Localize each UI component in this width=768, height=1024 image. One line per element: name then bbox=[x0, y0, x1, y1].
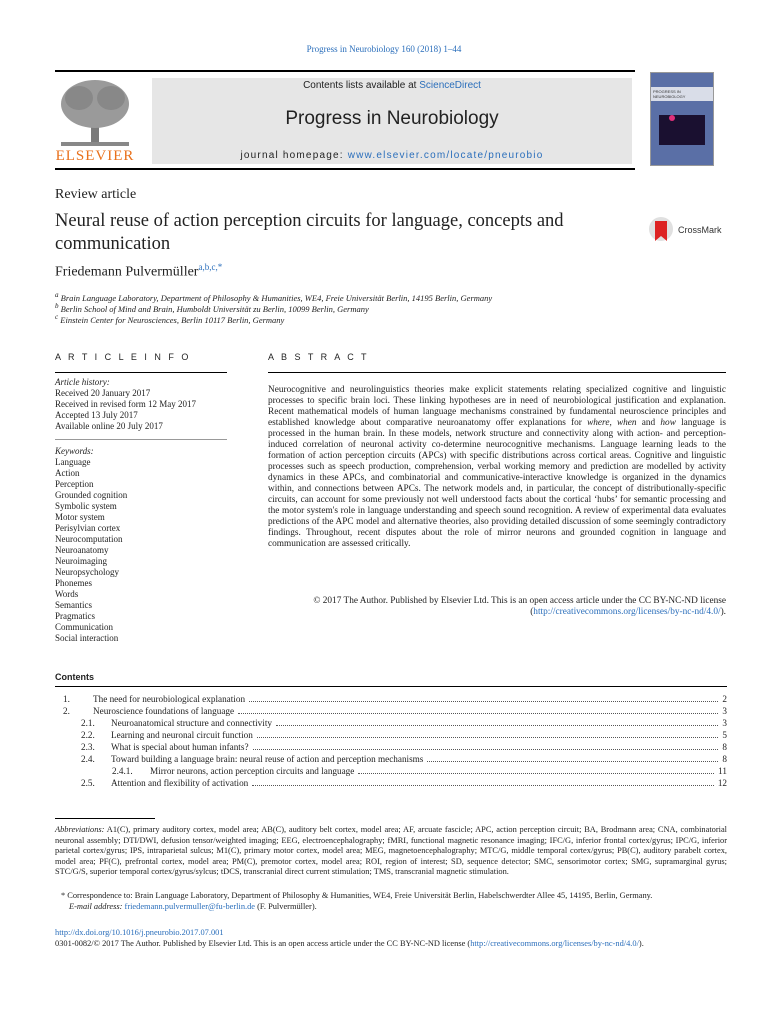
history-item: Accepted 13 July 2017 bbox=[55, 410, 138, 420]
abstract-part: language is processed in the human brain. In these models, network structure and connectivity along with action- and perception-induced correlation of neuronal activity co-determine neurocognitive mechanisms. Language learning leads to the formation of action perception circuits (APCs) with specific distributions across cortical areas. Cognitive and linguistic processes such as speech production, comprehension, verbal working memory and prediction are modelled by activity dynamics in these APCs, and combinatorial and communicative-interactive knowledge is organized in the dynamics within, and connections between APCs. The network models and, in particular, the concept of distributionally-specific circuits, can account for some previously not well understood facts about the cortical ‘hubs’ for semantic processing and the motor system's role in language understanding and speech sound recognition. A review of experimental data evaluates predictions of the APC model and alternative theories, also providing detailed discussion of some seemingly contradictory findings. Throughout, recent disputes about the role of mirror neurons and grounded cognition in language and communication are assessed critically. bbox=[268, 418, 727, 549]
article-info-rule bbox=[55, 372, 227, 373]
abbreviations-footnote bbox=[55, 825, 727, 878]
cover-artwork bbox=[659, 115, 705, 145]
article-history bbox=[55, 377, 230, 432]
keyword-item: Semantics bbox=[55, 600, 92, 610]
abstract-rule bbox=[268, 372, 726, 373]
header-bottom-rule bbox=[55, 168, 635, 170]
history-list bbox=[55, 388, 230, 432]
toc-number: 2.5. bbox=[81, 778, 95, 788]
toc-leader-dots bbox=[253, 742, 719, 750]
toc-row[interactable] bbox=[55, 730, 727, 742]
toc-label: What is special about human infants? bbox=[111, 742, 249, 752]
history-label: Article history: bbox=[55, 377, 110, 387]
contents-heading: Contents bbox=[55, 672, 94, 682]
abbrev-label: Abbreviations: bbox=[55, 825, 105, 834]
toc-page-number: 11 bbox=[718, 766, 727, 776]
toc-number: 2.4. bbox=[81, 754, 95, 764]
toc-page-number: 3 bbox=[722, 706, 727, 716]
keyword-list bbox=[55, 457, 230, 644]
toc-row[interactable] bbox=[55, 754, 727, 766]
toc-leader-dots bbox=[249, 694, 718, 702]
author-affil-marks[interactable]: a,b,c,* bbox=[198, 262, 223, 272]
abstract-copyright bbox=[268, 596, 726, 618]
toc-number: 2.4.1. bbox=[112, 766, 133, 776]
journal-cover-image[interactable] bbox=[650, 72, 714, 166]
cover-title: PROGRESS IN NEUROBIOLOGY bbox=[651, 87, 713, 101]
toc-page-number: 8 bbox=[722, 742, 727, 752]
doi-link[interactable]: http://dx.doi.org/10.1016/j.pneurobio.2017.07.001 bbox=[55, 928, 224, 937]
issn-end: ). bbox=[638, 939, 644, 948]
keyword-item: Neurocomputation bbox=[55, 534, 123, 544]
history-item: Received in revised form 12 May 2017 bbox=[55, 399, 196, 409]
toc-leader-dots bbox=[358, 766, 714, 774]
homepage-prefix: journal homepage: bbox=[240, 150, 348, 161]
abstract-part: Neurocognitive and neurolinguistics theories make explicit statements relating specialized cognitive and linguistic processes to specific brain loci. These linking hypotheses are in need of neurobiological justification and explanation. Recent mathematical models of human language mechanisms constrained by fundamental neuroscience principles and established knowledge about comparative neuroanatomy offer explanations for bbox=[268, 385, 726, 428]
affil-sup: b bbox=[55, 302, 59, 310]
abstract-emphasis: where, when bbox=[587, 418, 637, 428]
toc-leader-dots bbox=[276, 718, 718, 726]
author-text: Friedemann Pulvermüller bbox=[55, 264, 199, 280]
author-name[interactable] bbox=[55, 262, 222, 281]
article-info-heading: A R T I C L E I N F O bbox=[55, 352, 191, 362]
toc-page-number: 5 bbox=[722, 730, 727, 740]
header-top-rule bbox=[55, 70, 635, 72]
affil-text: Einstein Center for Neurosciences, Berlin 10117 Berlin, Germany bbox=[60, 314, 285, 325]
email-line bbox=[55, 902, 727, 913]
crossmark-icon bbox=[648, 213, 674, 245]
toc-row[interactable] bbox=[55, 778, 727, 790]
history-item: Available online 20 July 2017 bbox=[55, 421, 163, 431]
abbrev-text: A1(C), primary auditory cortex, model area; AB(C), auditory belt cortex, model area; AF, arcuate fascicle; APC, action perception circuit; BA, Brodmann area; CNA, combinatorial neuronal assembly; DTI/DWI, defusion tensor/weighted imaging; EEG, electroencephalography; fMRI, functional magnetic resonance imaging; IFC/G, inferior frontal cortex/gyrus; IPC/G, inferior parietal cortex/gyrus; IPS, intraparietal sulcus; M1(C), primary motor cortex, model area; MEG, magnetoencephalography; MTC/G, middle temporal cortex/gyrus; PB(C), auditory parabelt cortex, model area; PF(C), prefrontal cortex, model area; PM(C), premotor cortex, model area; ROI, region of interest; SD, sequence detector; SMC, sensorimotor cortex; SMG, supramarginal gyrus; STC/G/S, superior temporal cortex/gyrus/sylcus; tDCS, transcranial direct current stimulation; TMS, transcranial magnetic stimulation. bbox=[55, 825, 727, 876]
toc-number: 2.1. bbox=[81, 718, 95, 728]
toc-page-number: 12 bbox=[717, 778, 727, 788]
article-title: Neural reuse of action perception circuits for language, concepts and communication bbox=[55, 211, 564, 254]
toc-row[interactable] bbox=[55, 766, 727, 778]
affil-sup: a bbox=[55, 291, 59, 299]
keyword-item: Phonemes bbox=[55, 578, 92, 588]
affil-text: Berlin School of Mind and Brain, Humboldt Universität zu Berlin, 10099 Berlin, Germany bbox=[60, 303, 369, 314]
copyright-end: ). bbox=[720, 607, 726, 617]
cover-dot bbox=[669, 115, 675, 121]
copyright-text: © 2017 The Author. Published by Elsevier Ltd. This is an open access article under the CC BY-NC-ND license ( bbox=[313, 596, 726, 617]
keyword-item: Communication bbox=[55, 622, 113, 632]
journal-citation[interactable]: Progress in Neurobiology 160 (2018) 1–44 bbox=[306, 44, 462, 54]
sciencedirect-link[interactable]: ScienceDirect bbox=[419, 80, 481, 91]
journal-homepage-line bbox=[152, 150, 632, 161]
toc-label: Attention and flexibility of activation bbox=[111, 778, 249, 788]
license-link[interactable]: http://creativecommons.org/licenses/by-nc-nd/4.0/ bbox=[533, 607, 721, 617]
keyword-item: Action bbox=[55, 468, 80, 478]
toc-label: The need for neurobiological explanation bbox=[93, 694, 246, 704]
elsevier-wordmark: ELSEVIER bbox=[55, 148, 135, 164]
toc-label: Neuroanatomical structure and connectivity bbox=[111, 718, 272, 728]
keyword-item: Neuroimaging bbox=[55, 556, 107, 566]
keyword-item: Symbolic system bbox=[55, 501, 117, 511]
toc-number: 1. bbox=[63, 694, 70, 704]
keyword-item: Motor system bbox=[55, 512, 105, 522]
contents-available-line bbox=[152, 80, 632, 91]
email-label: E-mail address: bbox=[69, 901, 125, 911]
affil-sup: c bbox=[55, 313, 59, 321]
toc-number: 2.3. bbox=[81, 742, 95, 752]
affiliation-c bbox=[55, 313, 284, 325]
toc-label: Toward building a language brain: neural reuse of action and perception mechanisms bbox=[111, 754, 424, 764]
toc-row[interactable] bbox=[55, 694, 727, 706]
abstract-emphasis: how bbox=[660, 418, 676, 428]
crossmark-badge[interactable] bbox=[648, 213, 728, 247]
toc-page-number: 8 bbox=[722, 754, 727, 764]
history-rule bbox=[55, 439, 227, 440]
homepage-link[interactable]: www.elsevier.com/locate/pneurobio bbox=[347, 150, 544, 161]
footnote-rule bbox=[55, 818, 155, 819]
issn-license-link[interactable]: http://creativecommons.org/licenses/by-nc-nd/4.0/ bbox=[470, 939, 639, 948]
keyword-item: Perisylvian cortex bbox=[55, 523, 121, 533]
toc-leader-dots bbox=[252, 778, 714, 786]
abstract-heading: A B S T R A C T bbox=[268, 352, 370, 362]
toc-leader-dots bbox=[257, 730, 719, 738]
keyword-item: Neuroanatomy bbox=[55, 545, 109, 555]
correspondence-text: * Correspondence to: Brain Language Laboratory, Department of Philosophy & Humanities, WE4, Freie Universität Berlin, Habelschwerdter Allee 45, 14195, Berlin, Germany. bbox=[61, 891, 653, 900]
article-type: Review article bbox=[55, 187, 137, 202]
abstract-text bbox=[268, 385, 726, 550]
contents-prefix: Contents lists available at bbox=[303, 80, 420, 91]
toc-row[interactable] bbox=[55, 742, 727, 754]
keyword-item: Social interaction bbox=[55, 633, 119, 643]
keyword-item: Neuropsychology bbox=[55, 567, 119, 577]
keyword-item: Grounded cognition bbox=[55, 490, 128, 500]
toc-leader-dots bbox=[238, 706, 718, 714]
issn-text: 0301-0082/© 2017 The Author. Published by Elsevier Ltd. This is an open access article under the CC BY-NC-ND license ( bbox=[55, 939, 471, 948]
toc-label: Learning and neuronal circuit function bbox=[111, 730, 253, 740]
toc-leader-dots bbox=[427, 754, 718, 762]
toc-label: Mirror neurons, action perception circuits and language bbox=[150, 766, 355, 776]
contents-rule bbox=[55, 686, 727, 687]
keyword-item: Words bbox=[55, 589, 79, 599]
journal-title: Progress in Neurobiology bbox=[285, 108, 499, 129]
issn-line bbox=[55, 939, 735, 948]
keywords-block bbox=[55, 446, 230, 644]
abstract-part: and bbox=[636, 418, 661, 428]
crossmark-label: CrossMark bbox=[678, 225, 722, 235]
correspondence-footnote bbox=[55, 891, 727, 912]
affil-text: Brain Language Laboratory, Department of Philosophy & Humanities, WE4, Freie Universität Berlin, 14195 Berlin, Germany bbox=[60, 292, 493, 303]
history-item: Received 20 January 2017 bbox=[55, 388, 151, 398]
keywords-label: Keywords: bbox=[55, 446, 94, 456]
toc-row[interactable] bbox=[55, 706, 727, 718]
toc-page-number: 2 bbox=[722, 694, 727, 704]
toc-row[interactable] bbox=[55, 718, 727, 730]
toc-page-number: 3 bbox=[722, 718, 727, 728]
keyword-item: Language bbox=[55, 457, 91, 467]
toc-label: Neuroscience foundations of language bbox=[93, 706, 235, 716]
keyword-item: Perception bbox=[55, 479, 94, 489]
email-link[interactable]: friedemann.pulvermuller@fu-berlin.de bbox=[124, 901, 256, 911]
toc-number: 2. bbox=[63, 706, 70, 716]
keyword-item: Pragmatics bbox=[55, 611, 95, 621]
toc-number: 2.2. bbox=[81, 730, 95, 740]
email-end: (F. Pulvermüller). bbox=[255, 901, 317, 911]
